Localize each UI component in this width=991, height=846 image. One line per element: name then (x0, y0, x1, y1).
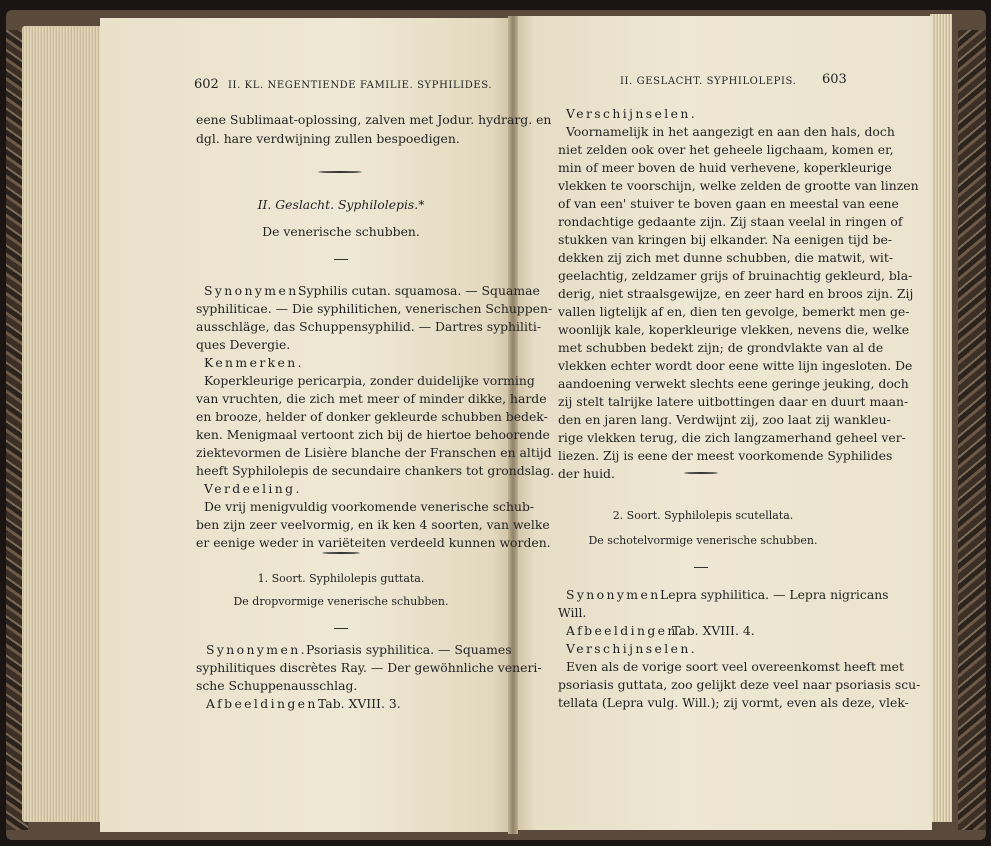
right-line: stukken van kringen bij elkander. Na eenigen tijd be- (558, 232, 893, 247)
right-line: rige vlekken terug, die zich langzamerhand geheel ver- (558, 430, 906, 445)
species-subtitle-right: De schotelvormige venerische schubben. (588, 534, 818, 547)
right-line: Even als de vorige soort veel overeenkomst heeft met (566, 659, 904, 674)
left-line: ken. Menigmaal vertoont zich bij de hiertoe behoorende (196, 427, 550, 442)
page-stack-right (930, 14, 952, 822)
right-line: vlekken echter wordt door eene witte lijn ingesloten. De (558, 358, 913, 373)
left-line: Psoriasis syphilitica. — Squames (306, 642, 512, 657)
left-line: eene Sublimaat-oplossing, zalven met Jodur. hydrarg. en (196, 112, 552, 127)
left-line: er eenige weder in variëteiten verdeeld kunnen worden. (196, 535, 551, 550)
left-page-number: 602 (194, 77, 219, 92)
left-line: sche Schuppenausschlag. (196, 678, 358, 693)
ornament-rule (318, 171, 362, 173)
left-line: ben zijn zeer veelvormig, en ik ken 4 soorten, van welke (196, 517, 550, 532)
right-line: niet zelden ook over het geheele ligchaam, komen er, (558, 142, 894, 157)
left-line: ques Devergie. (196, 337, 291, 352)
verdeeling-heading: Verdeeling. (204, 481, 302, 496)
right-page-number: 603 (822, 72, 847, 87)
right-line: zij stelt talrijke latere uitbottingen daar en duurt maan- (558, 394, 909, 409)
ornament-rule (322, 552, 360, 554)
left-line: ziektevormen de Lisière blanche der Franschen en altijd (196, 445, 552, 460)
synonymen-heading: Synonymen. (204, 283, 305, 298)
right-running-head: II. GESLACHT. SYPHILOLEPIS. (620, 76, 797, 87)
right-line: of van een' stuiver te boven gaan en meestal van eene (558, 196, 899, 211)
left-line: van vruchten, die zich met meer of minder dikke, harde (196, 391, 547, 406)
right-line: woonlijk kale, koperkleurige vlekken, nevens die, welke (558, 322, 910, 337)
right-line: dekken zij zich met dunne schubben, die matwit, wit- (558, 250, 894, 265)
afbeeldingen-text-right: Tab. XVIII. 4. (672, 623, 755, 638)
right-line: aandoening verwekt slechts eene geringe jeuking, doch (558, 376, 909, 391)
page-stack-left (22, 26, 102, 822)
right-line: derig, niet straalsgewijze, en zeer hard en broos zijn. Zij (558, 286, 914, 301)
afbeeldingen-heading-right: Afbeeldingen. (566, 623, 685, 638)
right-line: Will. (558, 605, 587, 620)
species-title-right: 2. Soort. Syphilolepis scutellata. (612, 509, 794, 522)
right-line: vallen ligtelijk af en, dien ten gevolge, bemerkt men ge- (558, 304, 910, 319)
genus-title: II. Geslacht. Syphilolepis.* (257, 197, 425, 212)
ornament-rule (684, 472, 718, 474)
species-subtitle: De dropvormige venerische schubben. (233, 595, 449, 608)
short-rule (334, 628, 348, 629)
genus-subtitle: De venerische schubben. (262, 224, 420, 239)
afbeeldingen-heading: Afbeeldingen. (206, 696, 325, 711)
right-line: tellata (Lepra vulg. Will.); zij vormt, even als deze, vlek- (558, 695, 909, 710)
right-line: psoriasis guttata, zoo gelijkt deze veel naar psoriasis scu- (558, 677, 921, 692)
species-title: 1. Soort. Syphilolepis guttata. (257, 572, 425, 585)
left-line: syphiliticae. — Die syphilitichen, venerischen Schuppen- (196, 301, 553, 316)
left-running-head: II. KL. NEGENTIENDE FAMILIE. SYPHILIDES. (228, 80, 493, 91)
left-line: Syphilis cutan. squamosa. — Squamae (298, 283, 540, 298)
verschijnselen-heading: Verschijnselen. (566, 106, 698, 121)
right-line: der huid. (558, 466, 615, 481)
left-line: heeft Syphilolepis de secundaire chankers tot grondslag. (196, 463, 555, 478)
left-line: Koperkleurige pericarpia, zonder duidelijke vorming (204, 373, 535, 388)
right-line: Lepra syphilitica. — Lepra nigricans (660, 587, 889, 602)
afbeeldingen-text: Tab. XVIII. 3. (318, 696, 401, 711)
right-line: met schubben bedekt zijn; de grondvlakte van al de (558, 340, 884, 355)
right-line: den en jaren lang. Verdwijnt zij, zoo laat zij wankleu- (558, 412, 891, 427)
species-synonymen-heading: Synonymen. (206, 642, 307, 657)
short-rule (694, 567, 708, 568)
left-line: ausschläge, das Schuppensyphilid. — Dartres syphiliti- (196, 319, 542, 334)
kenmerken-heading: Kenmerken. (204, 355, 305, 370)
right-line: vlekken te voorschijn, welke zelden de grootte van linzen (558, 178, 919, 193)
book-gutter (508, 16, 518, 834)
right-line: liezen. Zij is eene der meest voorkomende Syphilides (558, 448, 893, 463)
short-rule (334, 259, 348, 260)
right-line: geelachtig, zeldzamer grijs of bruinachtig gekleurd, bla- (558, 268, 913, 283)
synonymen-heading-right: Synonymen. (566, 587, 667, 602)
left-line: syphilitiques discrètes Ray. — Der gewöhnliche veneri- (196, 660, 542, 675)
left-line: dgl. hare verdwijning zullen bespoedigen. (196, 131, 460, 146)
left-line: De vrij menigvuldig voorkomende venerische schub- (204, 499, 535, 514)
right-line: Voornamelijk in het aangezigt en aan den hals, doch (566, 124, 895, 139)
verschijnselen2-heading: Verschijnselen. (566, 641, 698, 656)
right-line: min of meer boven de huid verhevene, koperkleurige (558, 160, 892, 175)
marbled-edge-right (958, 30, 986, 830)
left-line: en brooze, helder of donker gekleurde schubben bedek- (196, 409, 548, 424)
right-line: rondachtige gedaante zijn. Zij staan veelal in ringen of (558, 214, 903, 229)
